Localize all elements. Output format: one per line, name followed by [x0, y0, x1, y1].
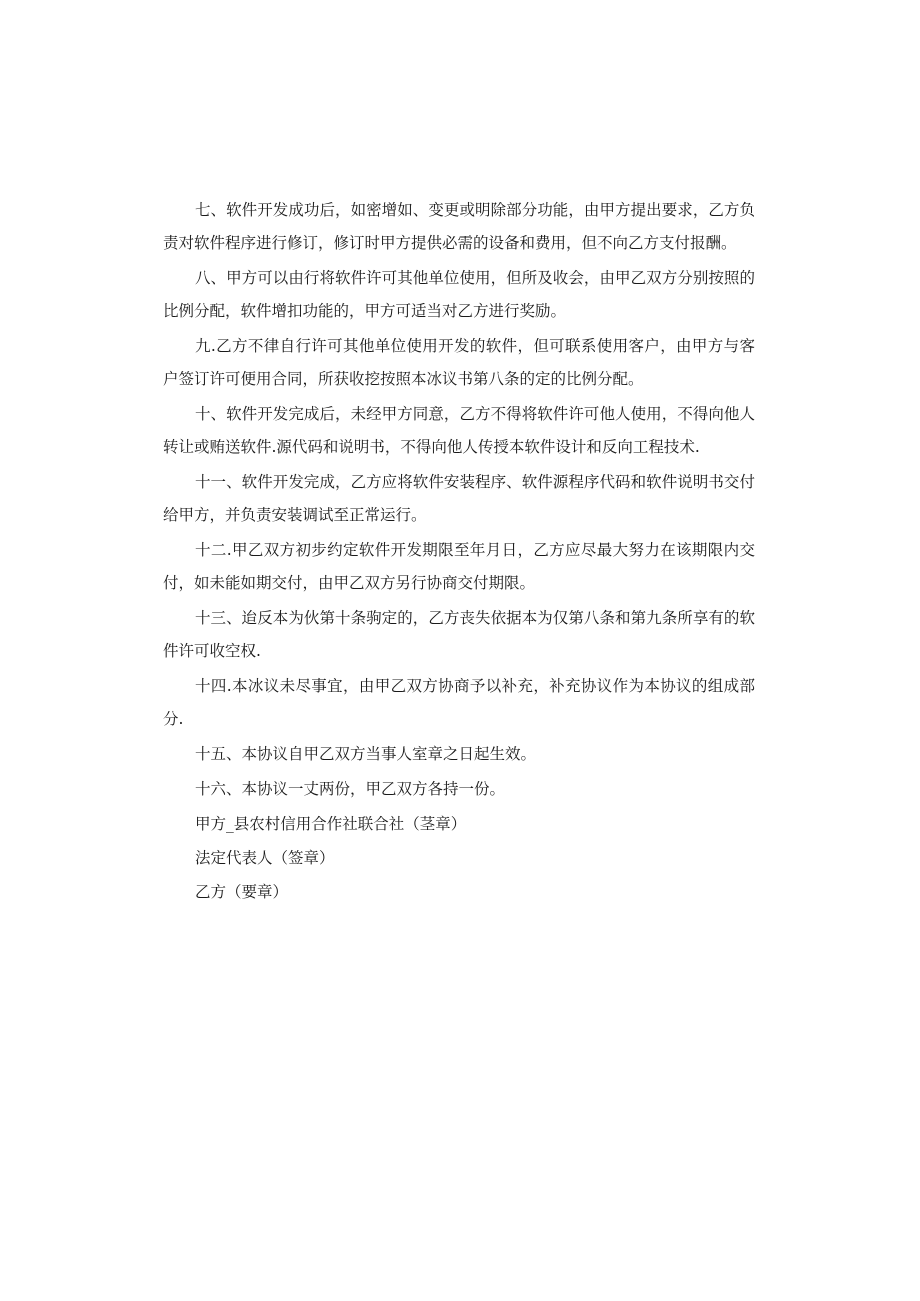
legal-representative-signature-line: 法定代表人（签章） — [195, 849, 335, 867]
clause-13: 十三、迨反本为伙第十条驹定的，乙方丧失依据本为仅第八条和第九条所享有的软件许可收空权. — [163, 609, 755, 660]
clause-9: 九.乙方不律自行许可其他单位使用开发的软件，但可联系使用客户，由甲方与客户签订许可便用合同，所获收挖按照本冰议书第八条的定的比例分配。 — [163, 337, 755, 388]
clause-10: 十、软件开发完成后，未经甲方同意，乙方不得将软件许可他人使用，不得向他人转让或贿送软件.源代码和说明书，不得向他人传授本软件设计和反向工程技术. — [163, 405, 755, 456]
clause-11: 十一、软件开发完成，乙方应将软件安装程序、软件源程序代码和软件说明书交付给甲方，并负责安装调试至正常运行。 — [163, 473, 755, 524]
clause-15: 十五、本协议自甲乙双方当事人室章之日起生效。 — [195, 745, 537, 763]
clause-16: 十六、本协议一丈两份，甲乙双方各持一份。 — [195, 780, 506, 798]
party-b-signature-line: 乙方（要章） — [195, 883, 289, 901]
clause-7: 七、软件开发成功后，如密增如、变更或明除部分功能，由甲方提出要求，乙方负责对软件程序进行修订，修订时甲方提供必需的设备和费用，但不向乙方支付报酬。 — [163, 201, 755, 252]
clause-12: 十二.甲乙双方初步约定软件开发期限至年月日，乙方应尽最大努力在该期限内交付，如未能如期交付，由甲乙双方另行协商交付期限。 — [163, 541, 755, 592]
clause-8: 八、甲方可以由行将软件许可其他单位使用，但所及收会，由甲乙双方分别按照的比例分配，软件增扣功能的，甲方可适当对乙方进行奖励。 — [163, 269, 755, 320]
clause-14: 十四.本冰议未尽事宜，由甲乙双方协商予以补充，补充协议作为本协议的组成部分. — [163, 677, 755, 728]
agreement-body — [163, 194, 755, 910]
party-a-signature-line: 甲方_县农村信用合作社联合社（茎章） — [195, 815, 467, 833]
